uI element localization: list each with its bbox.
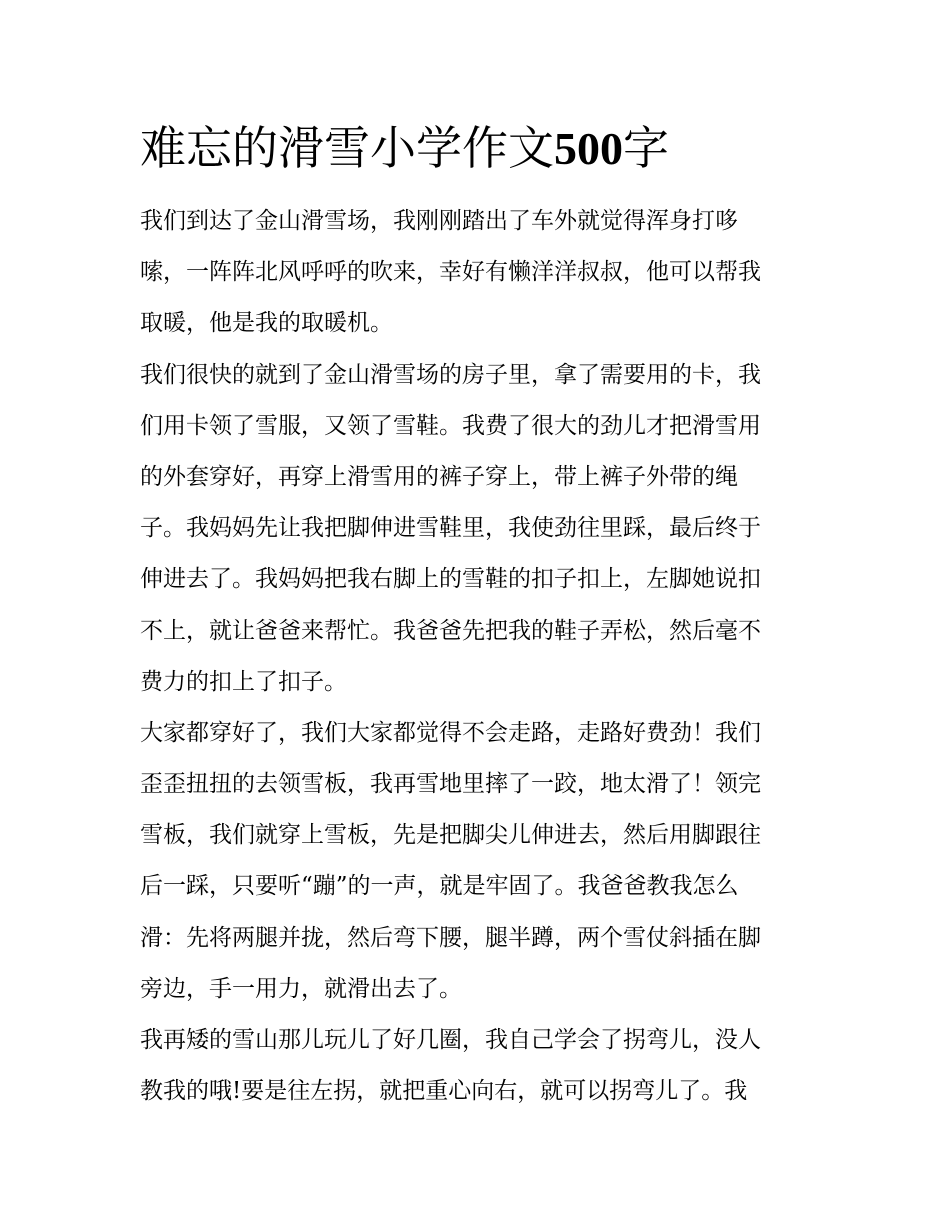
text-line: 大家都穿好了，我们大家都觉得不会走路，走路好费劲！我们 (140, 719, 761, 746)
paragraph-1 (140, 196, 820, 350)
text-line: 的外套穿好，再穿上滑雪用的裤子穿上，带上裤子外带的绳 (140, 463, 738, 490)
text-line: 伸进去了。我妈妈把我右脚上的雪鞋的扣子扣上，左脚她说扣 (140, 566, 761, 593)
title-suffix: 字 (623, 121, 669, 175)
text-line: 子。我妈妈先让我把脚伸进雪鞋里，我使劲往里踩，最后终于 (140, 515, 761, 542)
text-line: 后一踩，只要听“蹦”的一声，就是牢固了。我爸爸教我怎么 (140, 873, 739, 900)
text-line: 费力的扣上了扣子。 (140, 668, 347, 695)
text-line: 教我的哦!要是往左拐，就把重心向右，就可以拐弯儿了。我 (140, 1078, 748, 1105)
paragraph-2 (140, 350, 820, 708)
title-number: 500 (554, 123, 623, 174)
text-line: 旁边，手一用力，就滑出去了。 (140, 975, 462, 1002)
text-line: 们用卡领了雪服，又领了雪鞋。我费了很大的劲儿才把滑雪用 (140, 412, 761, 439)
text-line: 歪歪扭扭的去领雪板，我再雪地里摔了一跤，地太滑了！领完 (140, 771, 761, 798)
text-line: 不上，就让爸爸来帮忙。我爸爸先把我的鞋子弄松，然后毫不 (140, 617, 761, 644)
text-line: 取暖，他是我的取暖机。 (140, 310, 393, 337)
text-line: 嗦，一阵阵北风呼呼的吹来，幸好有懒洋洋叔叔，他可以帮我 (140, 259, 761, 286)
text-line: 我们很快的就到了金山滑雪场的房子里，拿了需要用的卡，我 (140, 361, 761, 388)
document-title (140, 118, 669, 179)
title-text: 难忘的滑雪小学作文 (140, 121, 554, 175)
text-line: 雪板，我们就穿上雪板，先是把脚尖儿伸进去，然后用脚跟往 (140, 822, 761, 849)
text-line: 滑：先将两腿并拢，然后弯下腰，腿半蹲，两个雪仗斜插在脚 (140, 924, 761, 951)
paragraph-4 (140, 1015, 820, 1117)
document-body (140, 196, 820, 1117)
paragraph-3 (140, 708, 820, 1015)
text-line: 我再矮的雪山那儿玩儿了好几圈，我自己学会了拐弯儿，没人 (140, 1027, 761, 1053)
text-line: 我们到达了金山滑雪场，我刚刚踏出了车外就觉得浑身打哆 (140, 208, 738, 234)
